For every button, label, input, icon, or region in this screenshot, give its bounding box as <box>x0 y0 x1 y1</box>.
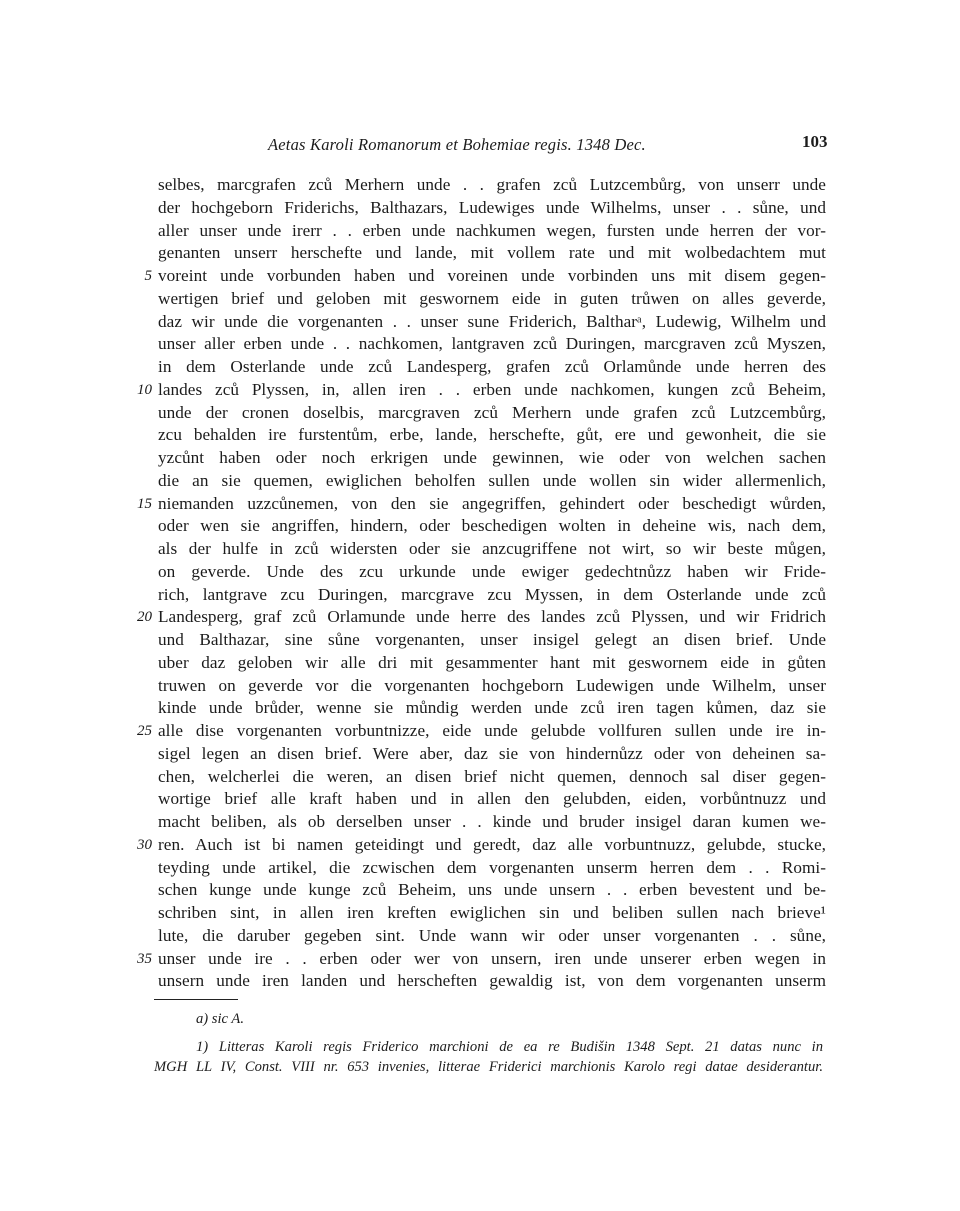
line-text: yzcůnt haben oder noch erkrigen unde gewinnen, wie oder von welchen sachen <box>158 448 826 467</box>
line-text: macht beliben, als ob derselben unser . . kinde und bruder insigel daran kumen we- <box>158 812 826 831</box>
text-line <box>0 493 960 516</box>
line-text: der hochgeborn Friderichs, Balthazars, Ludewiges unde Wilhelms, unser . . sůne, und <box>158 197 826 217</box>
line-text: unser unde ire . . erben oder wer von unsern, iren unde unserer erben wegen in <box>158 948 826 968</box>
line-text: Landesperg, graf zců Orlamunde unde herre des landes zců Plyssen, und wir Fridrich <box>158 607 826 627</box>
running-title: Aetas Karoli Romanorum et Bohemiae regis. 1348 Dec. <box>268 135 646 154</box>
text-line <box>0 470 960 493</box>
line-text: als der hulfe in zců widersten oder sie anzcugriffene not wirt, so wir beste můgen, <box>158 539 826 558</box>
text-line <box>0 606 960 629</box>
text-line <box>0 197 960 220</box>
main-text <box>0 174 960 993</box>
line-text: unsern unde iren landen und herscheften gewaldig ist, von dem vorgenanten unserm <box>158 971 826 991</box>
text-line <box>0 220 960 243</box>
text-line <box>0 697 960 720</box>
text-line <box>0 720 960 743</box>
line-text: schen kunge unde kunge zců Beheim, uns unde unsern . . erben bevestent und be- <box>158 880 826 900</box>
line-number: 30 <box>137 836 152 853</box>
text-line <box>0 424 960 447</box>
text-line <box>0 788 960 811</box>
page-number: 103 <box>802 132 828 151</box>
text-line <box>0 834 960 857</box>
footnote-rule <box>154 999 238 1000</box>
line-text: kinde unde brůder, wenne sie můndig werden unde zců iren tagen kůmen, daz sie <box>158 698 826 718</box>
text-line <box>0 857 960 880</box>
text-line <box>0 925 960 948</box>
text-line <box>0 811 960 834</box>
text-line <box>0 561 960 584</box>
line-text: unde der cronen doselbis, marcgraven zců Merhern unde grafen zců Lutzcembůrg, <box>158 402 826 422</box>
text-line <box>0 288 960 311</box>
line-text: schriben sint, in allen iren kreften ewiglichen sin und beliben sullen nach brieve¹ <box>158 903 826 922</box>
line-text: on geverde. Unde des zcu urkunde unde ewiger gedechtnůzz haben wir Fride- <box>158 561 826 581</box>
line-text: in dem Osterlande unde zců Landesperg, grafen zců Orlamůnde unde herren des <box>158 357 826 376</box>
line-text: die an sie quemen, ewiglichen beholfen sullen unde wollen sin wider allermenlich, <box>158 470 826 490</box>
page-header <box>0 131 960 157</box>
footnote-a: a) sic A. <box>196 1011 244 1027</box>
line-text: niemanden uzzcůnemen, von den sie angegriffen, gehindert oder beschedigt wůrden, <box>158 493 826 513</box>
line-text: alle dise vorgenanten vorbuntnizze, eide unde gelubde vollfuren sullen unde ire in- <box>158 721 826 740</box>
text-line <box>0 379 960 402</box>
text-line <box>0 766 960 789</box>
line-text: unser aller erben unde . . nachkomen, lantgraven zců Duringen, marcgraven zců Myszen, <box>158 334 826 354</box>
text-line <box>0 652 960 675</box>
text-line <box>0 333 960 356</box>
text-line <box>0 879 960 902</box>
text-line <box>0 242 960 265</box>
line-text: truwen on geverde vor die vorgenanten hochgeborn Ludewigen unde Wilhelm, unser <box>158 675 826 695</box>
line-number: 15 <box>137 495 152 512</box>
line-text: wertigen brief und geloben mit geswornem eide in guten trůwen on alles geverde, <box>158 288 826 308</box>
line-text: voreint unde vorbunden haben und voreinen unde vorbinden uns mit disem gegen- <box>158 266 826 285</box>
line-text: landes zců Plyssen, in, allen iren . . erben unde nachkomen, kungen zců Beheim, <box>158 379 826 399</box>
line-number: 25 <box>137 723 152 739</box>
line-number: 10 <box>137 381 152 398</box>
line-text: genanten unserr herschefte und lande, mit vollem rate und mit wolbedachtem mut <box>158 243 826 263</box>
text-line <box>0 675 960 698</box>
text-line <box>0 356 960 379</box>
line-text: zcu behalden ire furstentům, erbe, lande, herschefte, gůt, ere und gewonheit, die sie <box>158 425 826 445</box>
line-number: 35 <box>137 950 152 967</box>
line-text: teyding unde artikel, die zcwischen dem vorgenanten unserm herren dem . . Romi- <box>158 857 826 877</box>
text-line <box>0 538 960 561</box>
line-text: daz wir unde die vorgenanten . . unser sune Friderich, Baltharᵃ, Ludewig, Wilhelm und <box>158 311 826 331</box>
line-text: uber daz geloben wir alle dri mit gesammenter hant mit geswornem eide in gůten <box>158 652 826 672</box>
line-text: aller unser unde irerr . . erben unde nachkumen wegen, fursten unde herren der vor- <box>158 220 826 240</box>
text-line <box>0 948 960 971</box>
text-line <box>0 584 960 607</box>
line-text: wortige brief alle kraft haben und in allen den gelubden, eiden, vorbůntnuzz und <box>158 789 826 809</box>
line-text: ren. Auch ist bi namen geteidingt und geredt, daz alle vorbuntnuzz, gelubde, stucke, <box>158 834 826 854</box>
text-line <box>0 629 960 652</box>
text-line <box>0 515 960 538</box>
line-text: sigel legen an disen brief. Were aber, daz sie von hindernůzz oder von deheinen sa- <box>158 743 826 763</box>
text-line <box>0 743 960 766</box>
line-text: und Balthazar, sine sůne vorgenanten, unser insigel gelegt an disen brief. Unde <box>158 630 826 649</box>
line-text: rich, lantgrave zcu Duringen, marcgrave zcu Myssen, in dem Osterlande unde zců <box>158 584 826 604</box>
footnote-1-line-2: MGH LL IV, Const. VIII nr. 653 invenies, litterae Friderici marchionis Karolo regi datae desiderantur. <box>154 1059 823 1075</box>
footnote-1-line-1: 1) Litteras Karoli regis Friderico marchioni de ea re Budišin 1348 Sept. 21 datas nunc in <box>196 1039 823 1055</box>
line-text: selbes, marcgrafen zců Merhern unde . . grafen zců Lutzcembůrg, von unserr unde <box>158 175 826 194</box>
text-line <box>0 265 960 288</box>
text-line <box>0 970 960 993</box>
line-text: oder wen sie angriffen, hindern, oder beschedigen wolten in deheine wis, nach dem, <box>158 516 826 536</box>
line-number: 5 <box>144 268 152 284</box>
text-line <box>0 311 960 334</box>
text-line <box>0 902 960 925</box>
line-number: 20 <box>137 609 152 626</box>
line-text: lute, die daruber gegeben sint. Unde wann wir oder unser vorgenanten . . sůne, <box>158 925 826 945</box>
line-text: chen, welcherlei die weren, an disen brief nicht quemen, dennoch sal diser gegen- <box>158 766 826 786</box>
text-line <box>0 402 960 425</box>
text-line <box>0 447 960 470</box>
text-line <box>0 174 960 197</box>
